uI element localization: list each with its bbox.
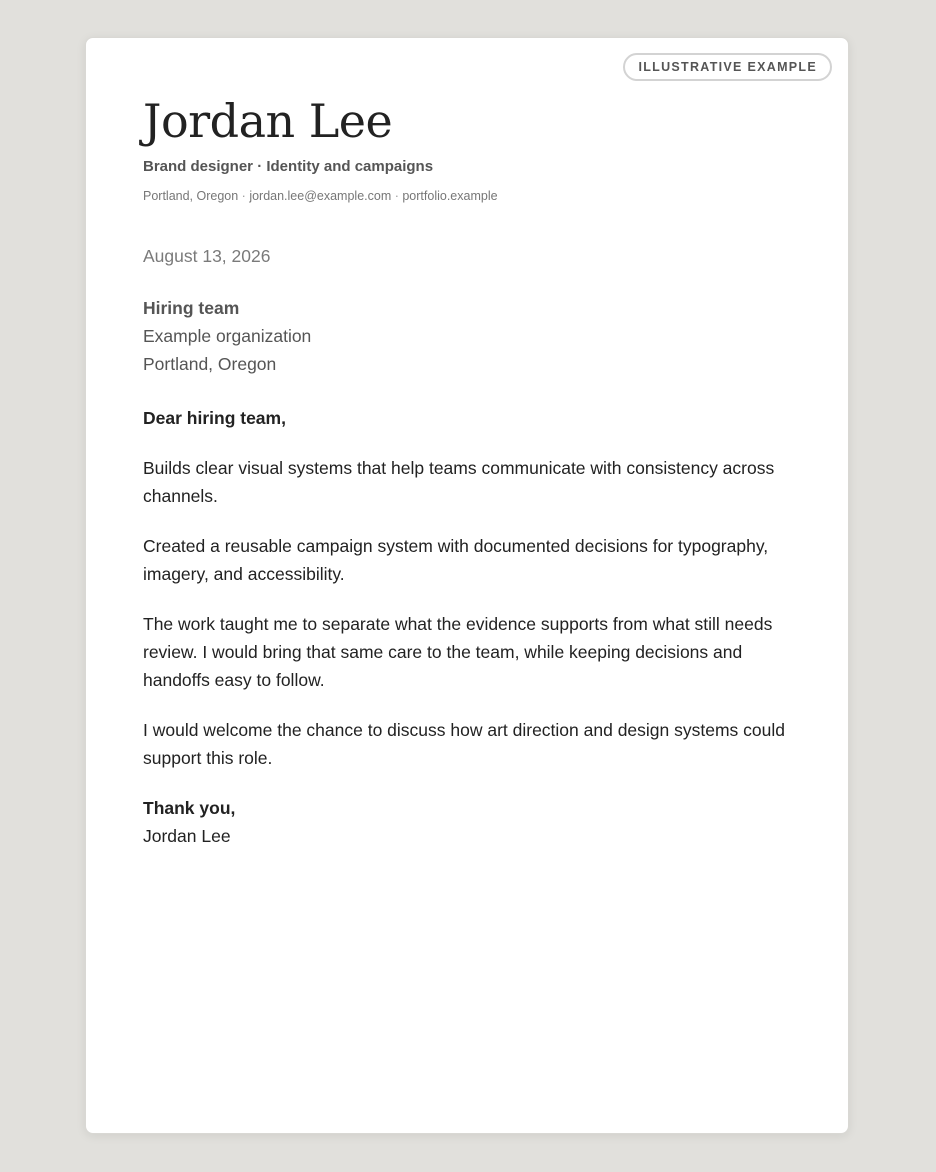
sender-name: Jordan Lee	[143, 94, 393, 148]
letter-paragraph: Created a reusable campaign system with documented decisions for typography, imagery, and accessibility.	[143, 536, 769, 584]
sign-off: Thank you,	[143, 798, 236, 818]
signature: Jordan Lee	[143, 826, 231, 846]
salutation: Dear hiring team,	[143, 408, 286, 428]
contact-separator: ·	[238, 189, 250, 203]
contact-website[interactable]: portfolio.example	[402, 189, 498, 203]
recipient-organization: Example organization	[143, 326, 312, 346]
letter-paragraph: Builds clear visual systems that help teams communicate with consistency across channels.	[143, 458, 775, 506]
recipient-block	[143, 294, 803, 378]
closing-block	[143, 794, 803, 850]
contact-location: Portland, Oregon	[143, 189, 239, 203]
contact-separator: ·	[391, 189, 403, 203]
recipient-name: Hiring team	[143, 298, 240, 318]
illustrative-example-badge: ILLUSTRATIVE EXAMPLE	[623, 53, 832, 81]
contact-line	[143, 188, 803, 204]
letter-body	[143, 404, 803, 850]
sender-tagline: Brand designer · Identity and campaigns	[143, 158, 434, 175]
contact-email[interactable]: jordan.lee@example.com	[249, 189, 392, 203]
letter-paragraph: The work taught me to separate what the evidence supports from what still needs review. I would bring that same care to the team, while keeping decisions and handoffs easy to follow.	[143, 614, 773, 690]
letter-paragraph: I would welcome the chance to discuss how art direction and design systems could support this role.	[143, 720, 785, 768]
letter-date: August 13, 2026	[143, 246, 271, 266]
letter-content	[143, 93, 803, 850]
cover-letter-page	[85, 37, 849, 1134]
recipient-location: Portland, Oregon	[143, 354, 277, 374]
